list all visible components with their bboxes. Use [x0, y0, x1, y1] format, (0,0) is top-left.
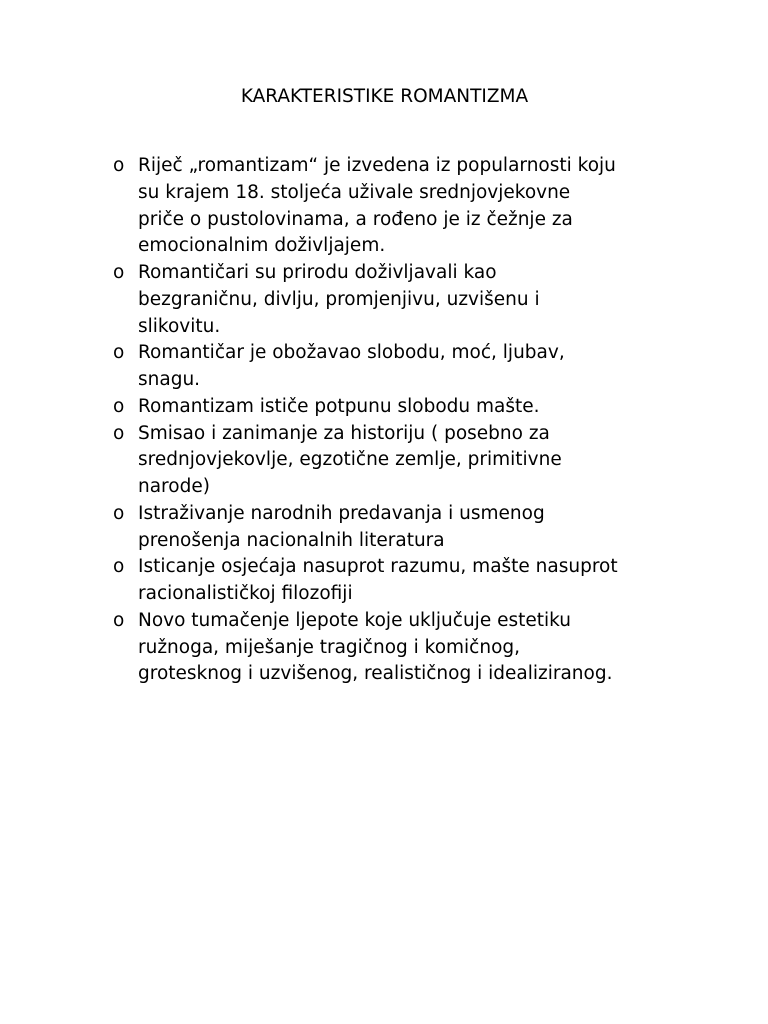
list-item-text-line: bezgraničnu, divlju, promjenjivu, uzvišenu i	[138, 288, 540, 310]
list-item-text-line: Romantičari su prirodu doživljavali kao	[138, 262, 497, 283]
bullet-marker: o	[113, 556, 125, 578]
bullet-marker: o	[113, 155, 125, 176]
list-item	[113, 421, 683, 501]
bullet-marker: o	[113, 395, 125, 417]
list-item-text-line: slikovitu.	[138, 315, 221, 337]
bullet-marker: o	[113, 342, 125, 364]
list-item-text-line: narode)	[138, 476, 210, 497]
list-item	[113, 394, 683, 421]
list-item-text-line: emocionalnim doživljajem.	[138, 235, 386, 257]
list-item	[113, 260, 683, 340]
list-item-text-line: Isticanje osjećaja nasuprot razumu, mašte nasuprot	[138, 556, 618, 578]
list-item-text-line: grotesknog i uzvišenog, realističnog i idealiziranog.	[138, 663, 613, 685]
bullet-marker: o	[113, 609, 125, 631]
list-item-text-line: Smisao i zanimanje za historiju ( posebno za	[138, 422, 550, 444]
list-item	[113, 554, 683, 608]
list-item-text-line: priče o pustolovinama, a rođeno je iz čežnje za	[138, 208, 573, 230]
document-title: KARAKTERISTIKE ROMANTIZMA	[240, 86, 529, 107]
bullet-list	[113, 153, 683, 688]
list-item	[113, 608, 683, 688]
bullet-marker: o	[113, 262, 125, 283]
list-item-text-line: Romantičar je obožavao slobodu, moć, ljubav,	[138, 342, 565, 364]
bullet-marker: o	[113, 502, 125, 524]
list-item-text-line: Riječ „romantizam“ je izvedena iz popularnosti koju	[138, 155, 616, 176]
list-item	[113, 340, 683, 394]
list-item-text-line: ružnoga, miješanje tragičnog i komičnog,	[138, 636, 521, 658]
list-item-text-line: Romantizam ističe potpunu slobodu mašte.	[138, 395, 540, 417]
list-item-text-line: snagu.	[138, 369, 201, 390]
list-item-text-line: racionalističkoj filozofiji	[138, 583, 353, 604]
bullet-marker: o	[113, 422, 125, 444]
list-item-text-line: su krajem 18. stoljeća uživale srednjovjekovne	[138, 181, 571, 203]
list-item-text-line: prenošenja nacionalnih literatura	[138, 529, 445, 551]
list-item	[113, 501, 683, 555]
list-item	[113, 153, 683, 260]
list-item-text-line: Novo tumačenje ljepote koje uključuje estetiku	[138, 609, 571, 631]
list-item-text-line: Istraživanje narodnih predavanja i usmenog	[138, 502, 545, 524]
list-item-text-line: srednjovjekovlje, egzotične zemlje, primitivne	[138, 449, 562, 471]
